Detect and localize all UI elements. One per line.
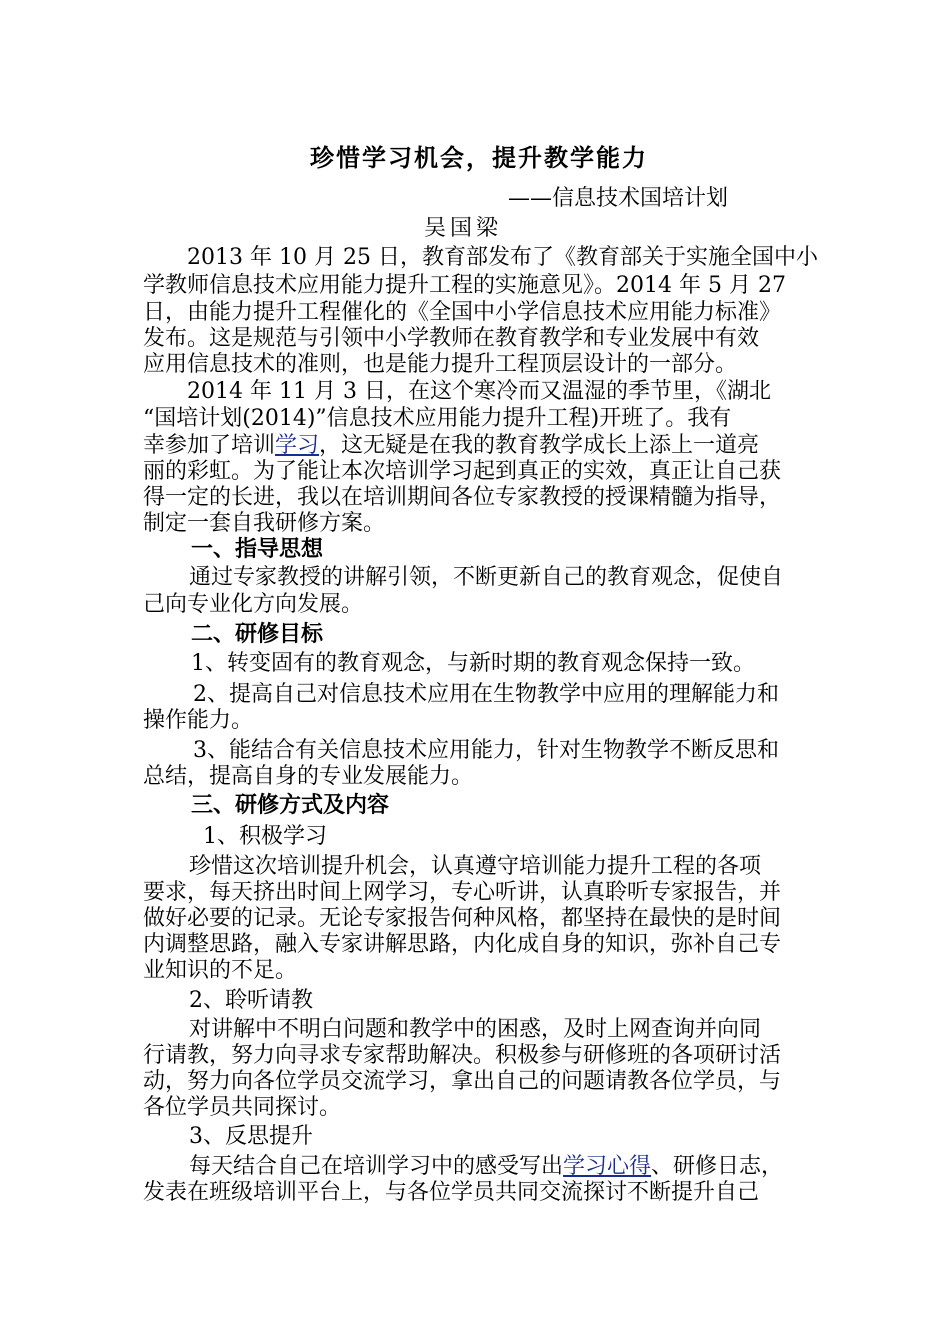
- paragraph-line: [143, 433, 759, 459]
- section-heading: 二、研修目标: [191, 622, 324, 647]
- paragraph-line: 行请教，努力向寻求专家帮助解决。积极参与研修班的各项研讨活: [143, 1043, 782, 1068]
- paragraph-line: 发表在班级培训平台上，与各位学员共同交流探讨不断提升自己: [143, 1180, 760, 1205]
- paragraph-line: [189, 1154, 783, 1180]
- paragraph-line: 日，由能力提升工程催化的《全国中小学信息技术应用能力标准》: [143, 300, 782, 325]
- paragraph-line: 各位学员共同探讨。: [143, 1095, 342, 1120]
- paragraph-line: 得一定的长进，我以在培训期间各位专家教授的授课精髓为指导，: [143, 485, 782, 510]
- goal-item: 1、转变固有的教育观念，与新时期的教育观念保持一致。: [191, 651, 755, 676]
- paragraph-line: 2013 年 10 月 25 日，教育部发布了《教育部关于实施全国中小: [187, 245, 818, 270]
- paragraph-line: 学教师信息技术应用能力提升工程的实施意见》。2014 年 5 月 27: [143, 273, 786, 298]
- paragraph-line: 做好必要的记录。无论专家报告何种风格，都坚持在最快的是时间: [143, 906, 782, 931]
- subsection-heading: 2、聆听请教: [189, 988, 313, 1013]
- text-segment: 、研修日志，: [651, 1154, 784, 1179]
- paragraph-line: 丽的彩虹。为了能让本次培训学习起到真正的实效，真正让自己获: [143, 459, 782, 484]
- paragraph-line: 己向专业化方向发展。: [143, 592, 364, 617]
- goal-item: 操作能力。: [143, 708, 254, 733]
- text-segment: 每天结合自己在培训学习中的感受写出: [189, 1154, 564, 1179]
- section-heading: 三、研修方式及内容: [191, 793, 390, 818]
- goal-item: 2、提高自己对信息技术应用在生物教学中应用的理解能力和: [193, 682, 779, 707]
- paragraph-line: 要求，每天挤出时间上网学习，专心听讲，认真聆听专家报告，并: [143, 880, 782, 905]
- study-notes-link[interactable]: 学习心得: [563, 1154, 652, 1179]
- paragraph-line: 应用信息技术的准则，也是能力提升工程顶层设计的一部分。: [143, 352, 738, 377]
- subsection-heading: 3、反思提升: [189, 1124, 313, 1149]
- text-segment: ，这无疑是在我的教育教学成长上添上一道亮: [319, 433, 760, 458]
- paragraph-line: 发布。这是规范与引领中小学教师在教育教学和专业发展中有效: [143, 326, 760, 351]
- subsection-heading: 1、积极学习: [203, 824, 327, 849]
- author-name: 吴国梁: [424, 216, 503, 241]
- goal-item: 总结，提高自身的专业发展能力。: [143, 764, 474, 789]
- paragraph-line: 内调整思路，融入专家讲解思路，内化成自身的知识，弥补自己专: [143, 932, 782, 957]
- paragraph-line: 2014 年 11 月 3 日，在这个寒冷而又温湿的季节里，《湖北: [187, 379, 771, 404]
- text-segment: 幸参加了培训: [143, 433, 276, 458]
- section-heading: 一、指导思想: [191, 537, 324, 562]
- paragraph-line: 珍惜这次培训提升机会，认真遵守培训能力提升工程的各项: [189, 854, 762, 879]
- paragraph-line: 业知识的不足。: [143, 958, 298, 983]
- paragraph-line: 对讲解中不明白问题和教学中的困惑，及时上网查询并向同: [189, 1017, 762, 1042]
- document-subtitle: ——信息技术国培计划: [508, 186, 729, 211]
- document-title: 珍惜学习机会，提升教学能力: [310, 144, 648, 172]
- paragraph-line: “国培计划(2014)”信息技术应用能力提升工程)开班了。我有: [143, 406, 732, 431]
- study-link[interactable]: 学习: [275, 433, 320, 458]
- paragraph-line: 动，努力向各位学员交流学习，拿出自己的问题请教各位学员，与: [143, 1069, 782, 1094]
- paragraph-line: 通过专家教授的讲解引领，不断更新自己的教育观念，促使自: [189, 565, 784, 590]
- paragraph-line: 制定一套自我研修方案。: [143, 511, 386, 536]
- goal-item: 3、能结合有关信息技术应用能力，针对生物教学不断反思和: [193, 738, 779, 763]
